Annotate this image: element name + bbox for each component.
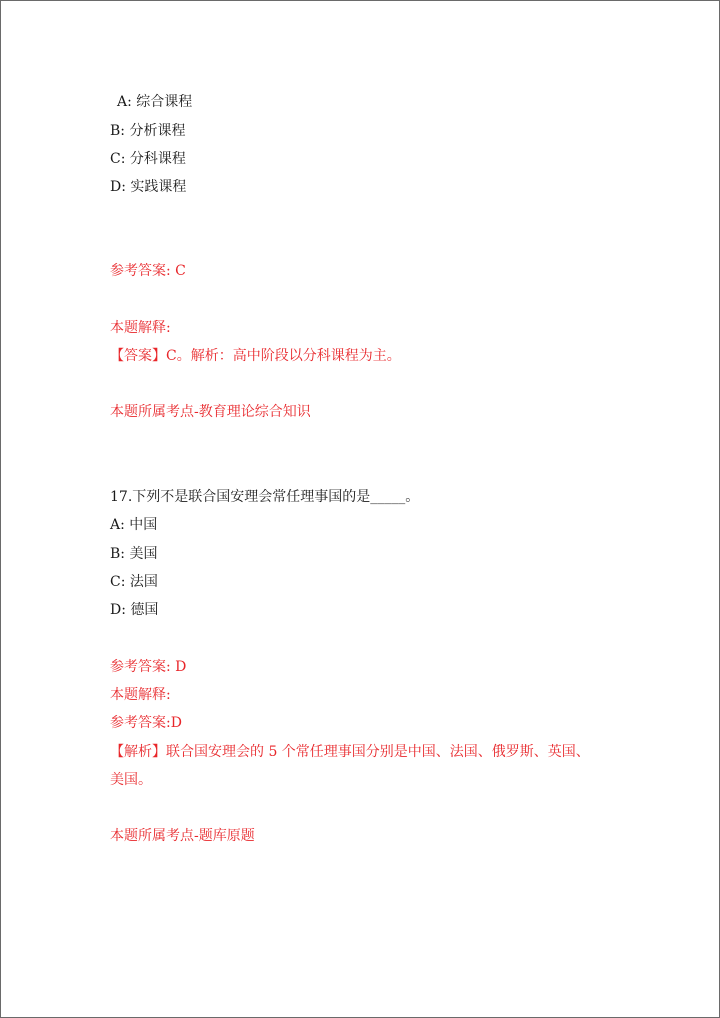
q17-answer-repeat: 参考答案:D [110,715,182,731]
q17-stem [110,488,419,506]
q16-option-d: D: 实践课程 [110,179,187,195]
q17-option-a: A: 中国 [110,517,158,533]
q17-option-c: C: 法国 [110,574,158,590]
q16-explanation [110,347,401,365]
q17-explanation-line2: 美国。 [110,772,152,788]
q17-explain-text: 联合国安理会的 5 个常任理事国分别是中国、法国、俄罗斯、英国、 [166,744,590,760]
q16-explain-label: 本题解释: [110,320,171,336]
q17-stem-end: 。 [405,489,420,505]
q17-stem-text: 17.下列不是联合国安理会常任理事国的是 [110,489,371,505]
q17-explain-label: 本题解释: [110,687,171,703]
q16-option-c: C: 分科课程 [110,151,186,167]
q16-answer: 参考答案: C [110,263,186,279]
q17-option-d: D: 德国 [110,602,159,618]
q17-explanation-line1 [110,743,590,761]
q16-explain-tag: 【答案】 [110,348,166,364]
q16-option-b: B: 分析课程 [110,123,186,139]
q17-answer: 参考答案: D [110,659,187,675]
q16-explain-text: C。解析：高中阶段以分科课程为主。 [166,348,401,364]
q16-topic: 本题所属考点-教育理论综合知识 [110,404,311,420]
q16-option-a: A: 综合课程 [117,94,193,110]
q17-explain-tag: 【解析】 [110,744,166,760]
q17-topic: 本题所属考点-题库原题 [110,828,255,844]
q17-stem-blank: _____ [370,489,406,505]
q17-option-b: B: 美国 [110,546,158,562]
